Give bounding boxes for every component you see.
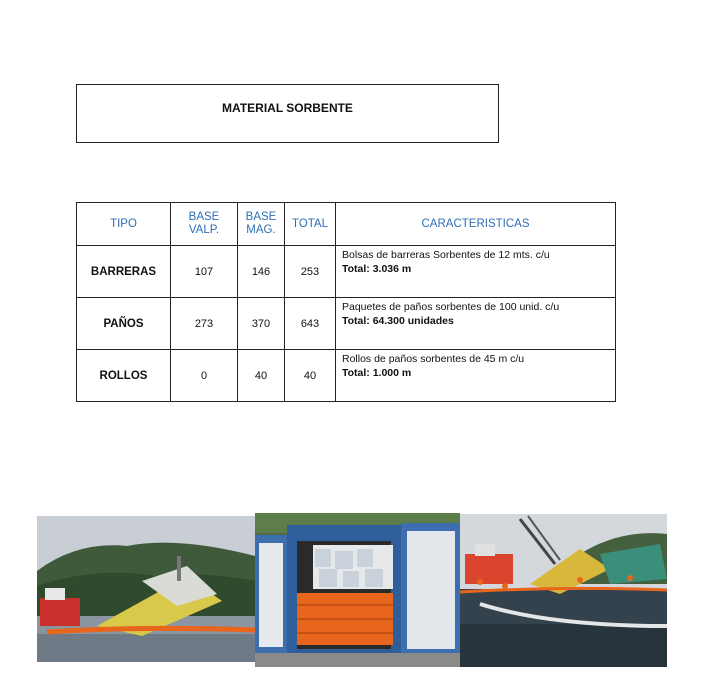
cell-caracteristicas [336,350,616,402]
table-row [77,246,616,298]
cell-base-valp: 273 [171,298,238,350]
cell-base-mag: 40 [238,350,285,402]
cell-base-valp: 0 [171,350,238,402]
header-base-valp: BASE VALP. [171,203,238,246]
cell-tipo: BARRERAS [77,246,171,298]
cell-total: 253 [285,246,336,298]
cell-base-valp: 107 [171,246,238,298]
cell-caracteristicas [336,298,616,350]
cell-base-mag: 146 [238,246,285,298]
cell-total: 40 [285,350,336,402]
desc-total: Total: 64.300 unidades [342,315,454,327]
table-header-row [77,203,616,246]
header-total: TOTAL [285,203,336,246]
cell-tipo: PAÑOS [77,298,171,350]
title-box [76,84,499,143]
photo-container-sorbents [255,513,460,667]
photo-capsized-ship [37,516,255,662]
page-title: MATERIAL SORBENTE [222,101,353,115]
desc-total: Total: 1.000 m [342,367,412,379]
header-base-mag: BASE MAG. [238,203,285,246]
photo-salvage-operation [460,514,667,667]
table-row [77,350,616,402]
table-row [77,298,616,350]
sorbent-material-table [76,202,616,402]
cell-base-mag: 370 [238,298,285,350]
desc-total: Total: 3.036 m [342,263,412,275]
header-caracteristicas: CARACTERISTICAS [336,203,616,246]
header-tipo: TIPO [77,203,171,246]
desc-text: Rollos de paños sorbentes de 45 m c/u [342,353,525,365]
desc-text: Bolsas de barreras Sorbentes de 12 mts. c/u [342,249,550,261]
desc-text: Paquetes de paños sorbentes de 100 unid. c/u [342,301,560,313]
cell-caracteristicas [336,246,616,298]
cell-tipo: ROLLOS [77,350,171,402]
cell-total: 643 [285,298,336,350]
